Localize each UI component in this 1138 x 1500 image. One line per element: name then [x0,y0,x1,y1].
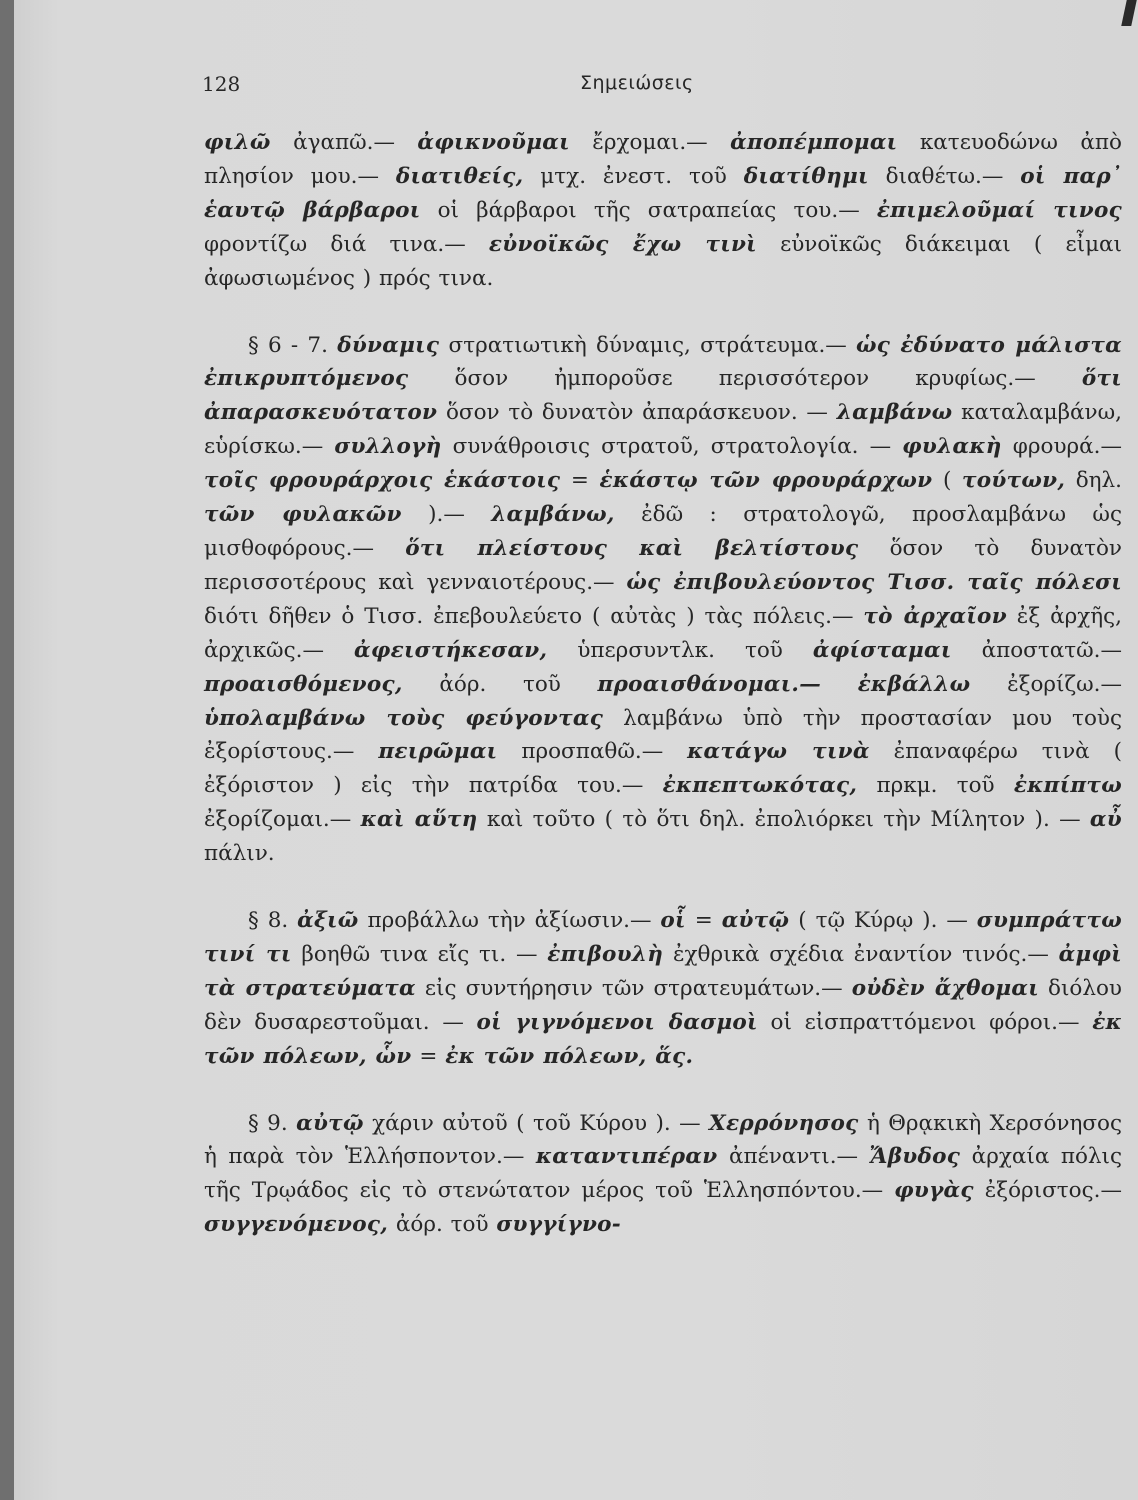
gloss-text: ὑπερσυντλκ. τοῦ [547,637,813,663]
gloss-text: ἐχθρικὰ σχέδια ἐναντίον τινός.— [663,941,1059,967]
lemma-term: τοῖς φρουράρχοις ἑκάστοις [204,468,561,494]
gloss-text: ἀόρ. τοῦ [388,1212,497,1238]
gloss-text: οἱ βάρβαροι τῆς σατραπείας του.— [420,197,877,223]
lemma-term: Χερρόνησος [709,1110,859,1136]
gloss-text: διότι δῆθεν ὁ Τισσ. ἐπεβουλεύετο ( αὐτὰς ) τὰς πόλεις.— [204,603,864,629]
gloss-text: ἡ Θρᾳκικὴ Χερσόνησος ἡ παρὰ τὸν Ἑλλήσποντον.— [204,1110,1122,1170]
gloss-text: ἀπέναντι.— [717,1144,870,1170]
gloss-text: ὅσον τὸ δυνατὸν περισσοτέρους καὶ γενναιοτέρους.— [204,535,1122,595]
section-number: § 6 - 7. [248,332,338,358]
gloss-text: ἀρχαία πόλις τῆς Τρῳάδος εἰς τὸ στενώτατον μέρος τοῦ Ἑλλησπόντου.— [204,1144,1122,1204]
section-number: § 8. [248,908,298,934]
lemma-term: αὖ [1089,807,1122,833]
running-head [202,72,1138,102]
gloss-text: ὅσον ἠμποροῦσε περισσότερον κρυφίως.— [408,366,1082,392]
lemma-term: οὐδὲν ἄχθομαι [851,975,1039,1001]
gloss-text: ἔρχομαι.— [569,130,731,155]
gloss-text: καταλαμβάνω, εὑρίσκω.— [204,400,1122,460]
gloss-text: καὶ τοῦτο ( τὸ ὅτι δηλ. ἐπολιόρκει τὴν Μίλητον ). — [477,807,1090,833]
lemma-term: ἀξιῶ [297,908,359,934]
lemma-term: ἀφικνοῦμαι [417,130,570,155]
gloss-text: προβάλλω τὴν ἀξίωσιν.— [358,908,661,934]
paragraph-gap [204,1074,1122,1107]
gloss-text: διόλου δὲν δυσαρεστοῦμαι. — [204,975,1123,1035]
notes-body [204,126,1122,1242]
page-header-title: Σημειώσεις [580,72,694,94]
lemma-term: λαμβάνω, [491,502,615,528]
lemma-term: τῶν φυλακῶν [204,502,402,528]
lemma-term: ἑκάστῳ τῶν φρουράρχων [599,468,933,494]
gloss-text: συνάθροισις στρατοῦ, στρατολογία. — [441,434,903,460]
lemma-term: ὅτι πλείστους καὶ βελτίστους [405,535,859,561]
gloss-text: οἱ εἰσπραττόμενοι φόροι.— [757,1009,1093,1035]
lemma-term: ὡς ἐδύνατο μάλιστα ἐπικρυπτόμενος [204,332,1123,392]
page-number: 128 [202,72,241,96]
note-paragraph-section-8 [204,904,1122,1074]
gloss-text: εὐνοϊκῶς διάκειμαι ( εἶμαι ἀφωσιωμένος ) πρός τινα. [204,231,1122,291]
gloss-text: προσπαθῶ.— [497,739,688,765]
gloss-text: πρκμ. τοῦ [857,773,1014,799]
lemma-term: ἐκβάλλω [857,671,971,697]
lemma-term: δύναμις [337,332,440,358]
lemma-term: ἀποπέμπομαι [730,130,898,155]
note-paragraph-section-9 [204,1107,1122,1243]
lemma-term: πειρῶμαι [378,739,498,765]
lemma-term: ὑπολαμβάνω τοὺς φεύγοντας [204,705,604,731]
lemma-term: ὡς ἐπιβουλεύοντος Τισσ. ταῖς πόλεσι [626,569,1122,595]
gloss-text: ἀόρ. τοῦ [402,671,598,697]
page-corner-mark [1121,0,1137,26]
lemma-term: συμπράττω τινί τι [204,908,1122,967]
lemma-term: ἀφίσταμαι [812,637,952,663]
lemma-term: φυλακὴ [902,434,1002,460]
lemma-term: διατίθημι [743,163,869,189]
lemma-term: καὶ αὕτη [360,807,478,833]
gloss-text: μτχ. ἐνεστ. τοῦ [523,163,744,189]
lemma-term: φυγὰς [894,1178,974,1204]
gloss-text: = [411,1043,446,1069]
gloss-text: ἐξορίζομαι.— [204,807,361,833]
lemma-term: λαμβάνω [836,400,953,426]
lemma-term: ἀμφὶ τὰ στρατεύματα [204,941,1122,1001]
gloss-text: ( τῷ Κύρῳ ). — [789,908,977,934]
paragraph-gap [204,296,1122,329]
lemma-term: προαισθάνομαι.— [597,671,822,697]
gloss-text: ἐξόριστος.— [973,1178,1122,1204]
gloss-text: ἀγαπῶ.— [270,130,418,155]
gloss-text: δηλ. [1065,468,1123,494]
lemma-term: οἱ γιγνόμενοι δασμοὶ [476,1009,758,1035]
lemma-term: τὸ ἀρχαῖον [863,603,1007,629]
lemma-term: ἐκ τῶν πόλεων, ὧν [204,1009,1122,1069]
lemma-term: συγγίγνο- [496,1212,622,1238]
gloss-text: διαθέτω.— [868,163,1021,189]
section-number: § 9. [248,1110,297,1136]
lemma-term: διατιθείς, [395,163,524,189]
gloss-text: ἐξορίζω.— [970,671,1122,697]
lemma-term: ἐπιμελοῦμαί τινος [876,197,1123,223]
lemma-term: εὐνοϊκῶς ἔχω τινὶ [488,231,757,257]
gloss-text: ὅσον τὸ δυνατὸν ἀπαράσκευον. — [437,400,837,426]
gloss-text: ( [932,468,962,494]
note-paragraph [204,126,1122,296]
gloss-text: λαμβάνω ὑπὸ τὴν προστασίαν μου τοὺς ἐξορίστους.— [204,705,1122,765]
lemma-term: οἱ παρ᾽ ἑαυτῷ βάρβαροι [204,163,1122,223]
gloss-text: ).— [401,502,492,528]
lemma-term: κατάγω τινὰ [687,739,870,765]
paragraph-gap [204,871,1122,904]
gloss-text: βοηθῶ τινα εἴς τι. — [291,941,548,967]
gloss-text: χάριν αὐτοῦ ( τοῦ Κύρου ). — [363,1110,710,1136]
lemma-term: ἐκ τῶν πόλεων, ἅς. [445,1043,694,1069]
lemma-term: συλλογὴ [334,434,442,460]
gloss-text: εἰς συντήρησιν τῶν στρατευμάτων.— [415,975,852,1001]
lemma-term: καταντιπέραν [535,1144,718,1170]
gloss-text: = [685,908,722,934]
lemma-term: τούτων, [961,468,1066,494]
lemma-term: αὐτῷ [296,1110,364,1136]
note-paragraph-section-6-7 [204,329,1122,872]
lemma-term: ἀφειστήκεσαν, [354,637,548,663]
gloss-text: ἐπαναφέρω τινὰ ( ἐξόριστον ) εἰς τὴν πατρίδα του.— [204,739,1123,799]
lemma-term: συγγενόμενος, [204,1212,389,1238]
gloss-text: πάλιν. [204,841,275,867]
lemma-term: φιλῶ [204,130,271,155]
gloss-text: ἐδῶ : στρατολογῶ, προσλαμβάνω ὡς μισθοφόρους.— [204,502,1123,561]
lemma-term: οἷ [660,908,686,934]
lemma-term: ἐκπίπτω [1013,773,1122,799]
lemma-term: αὐτῷ [721,908,790,934]
gloss-text: ἀποστατῶ.— [951,637,1123,663]
lemma-term: προαισθόμενος, [204,671,403,697]
gloss-text: φροντίζω διά τινα.— [204,231,489,257]
lemma-term: ἐκπεπτωκότας, [662,773,858,799]
lemma-term: ἐπιβουλὴ [547,941,664,967]
gloss-text: = [560,468,600,494]
gloss-text: ἐξ ἀρχῆς, ἀρχικῶς.— [204,603,1123,663]
gloss-text [821,672,858,697]
lemma-term: Ἄβυδος [869,1144,961,1170]
lemma-term: ὅτι ἀπαρασκευότατον [204,366,1122,426]
gloss-text: φρουρά.— [1001,434,1123,460]
gloss-text: στρατιωτικὴ δύναμις, στράτευμα.— [439,332,857,358]
gloss-text: κατευοδώνω ἀπὸ πλησίον μου.— [204,130,1122,189]
